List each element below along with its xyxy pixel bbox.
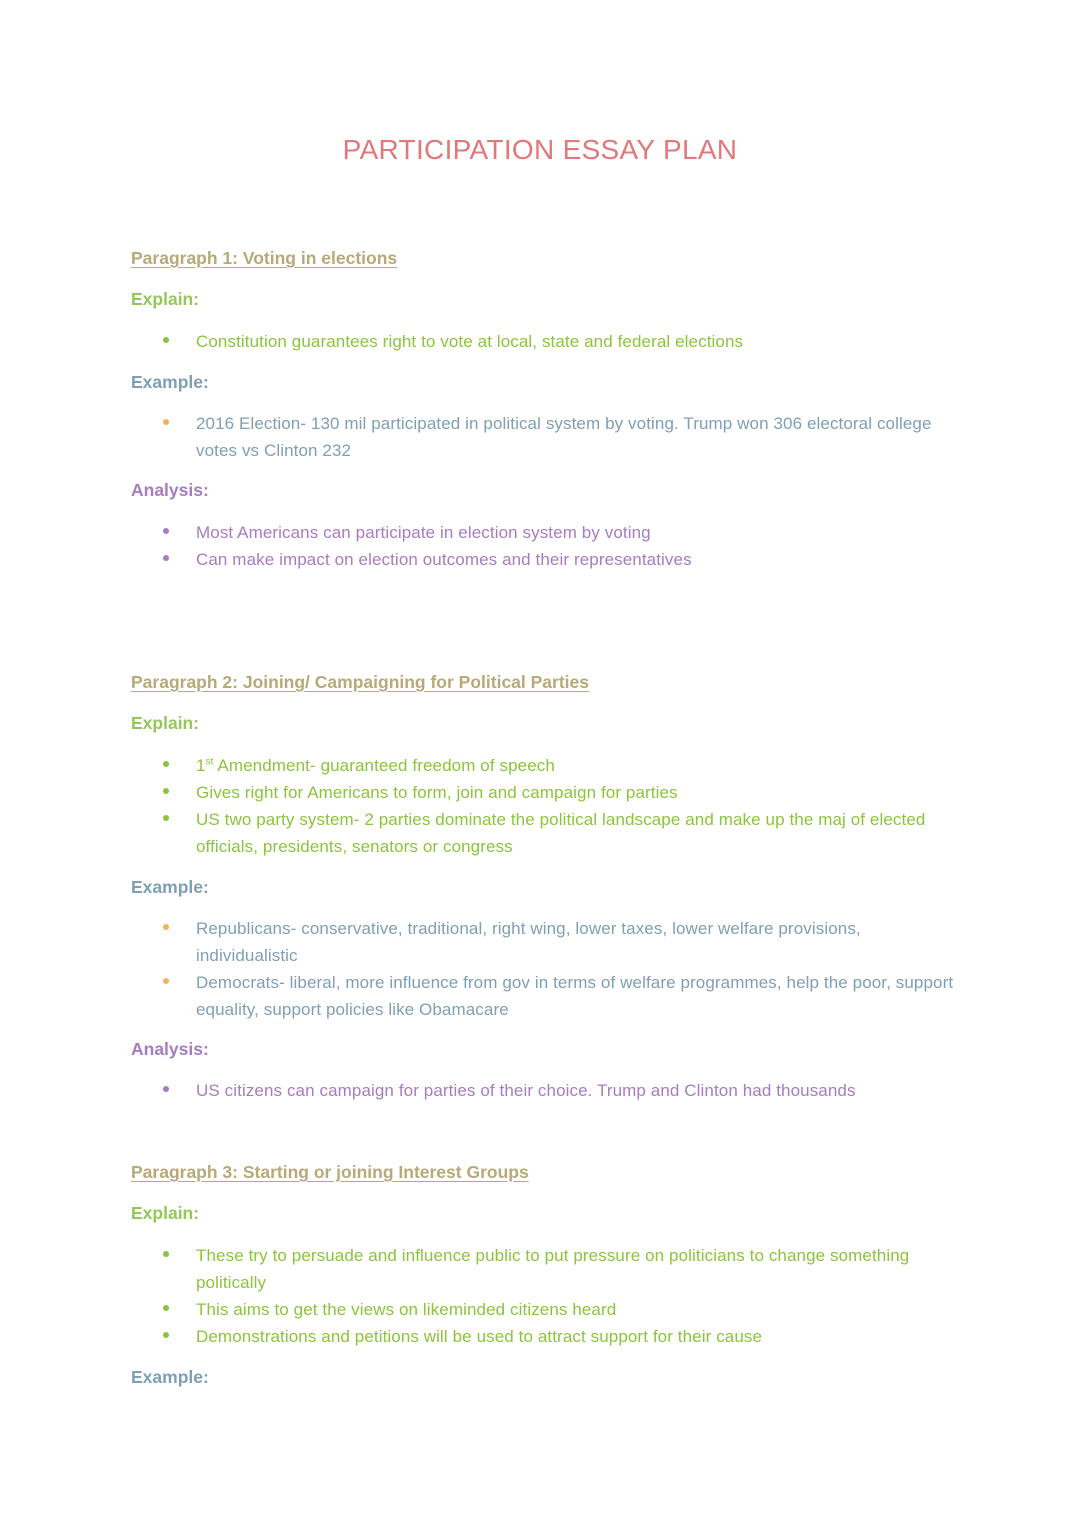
paragraph-1-heading: Paragraph 1: Voting in elections — [131, 248, 398, 268]
bullet-dot-icon — [163, 761, 169, 767]
paragraph-3-heading: Paragraph 3: Starting or joining Interest Groups — [131, 1162, 529, 1182]
paragraph-2-explain-label: Explain: — [131, 713, 200, 733]
bullet-text: These try to persuade and influence public to put pressure on politicians to change something politically — [196, 1246, 910, 1292]
bullet-text: This aims to get the views on likeminded citizens heard — [196, 1300, 617, 1319]
bullet-dot-icon — [163, 419, 169, 425]
bullet-dot-icon — [163, 788, 169, 794]
bullet-dot-icon — [163, 1086, 169, 1092]
bullet-dot-icon — [163, 555, 169, 561]
bullet-text: US two party system- 2 parties dominate the political landscape and make up the maj of elected officials, presidents, senators or congress — [196, 810, 926, 856]
bullet-dot-icon — [163, 528, 169, 534]
bullet-text: Constitution guarantees right to vote at local, state and federal elections — [196, 332, 744, 351]
page-title: PARTICIPATION ESSAY PLAN — [342, 134, 738, 165]
bullet-dot-icon — [163, 1332, 169, 1338]
paragraph-2-analysis-label: Analysis: — [131, 1039, 209, 1059]
paragraph-2-heading: Paragraph 2: Joining/ Campaigning for Political Parties — [131, 672, 590, 692]
bullet-dot-icon — [163, 815, 169, 821]
paragraph-3-example-label: Example: — [131, 1367, 209, 1387]
paragraph-1-analysis-label: Analysis: — [131, 480, 209, 500]
bullet-dot-icon — [163, 978, 169, 984]
bullet-text: Most Americans can participate in election system by voting — [196, 523, 651, 542]
bullet-dot-icon — [163, 924, 169, 930]
paragraph-1-explain-label: Explain: — [131, 289, 200, 309]
bullet-text: 2016 Election- 130 mil participated in political system by voting. Trump won 306 electoral college votes vs Clinton 232 — [196, 414, 932, 460]
paragraph-1-example-label: Example: — [131, 372, 209, 392]
bullet-text: Can make impact on election outcomes and their representatives — [196, 550, 692, 569]
bullet-dot-icon — [163, 337, 169, 343]
paragraph-2-example-label: Example: — [131, 877, 209, 897]
bullet-text: Democrats- liberal, more influence from gov in terms of welfare programmes, help the poor, support equality, support policies like Obamacare — [196, 973, 954, 1019]
bullet-text: Gives right for Americans to form, join and campaign for parties — [196, 783, 678, 802]
bullet-text: Republicans- conservative, traditional, right wing, lower taxes, lower welfare provisions, individualistic — [196, 919, 861, 965]
bullet-text: 1st Amendment- guaranteed freedom of speech — [196, 756, 555, 775]
bullet-dot-icon — [163, 1305, 169, 1311]
paragraph-3-explain-label: Explain: — [131, 1203, 200, 1223]
bullet-text: US citizens can campaign for parties of their choice. Trump and Clinton had thousands — [196, 1081, 856, 1100]
bullet-dot-icon — [163, 1251, 169, 1257]
bullet-text: Demonstrations and petitions will be used to attract support for their cause — [196, 1327, 763, 1346]
